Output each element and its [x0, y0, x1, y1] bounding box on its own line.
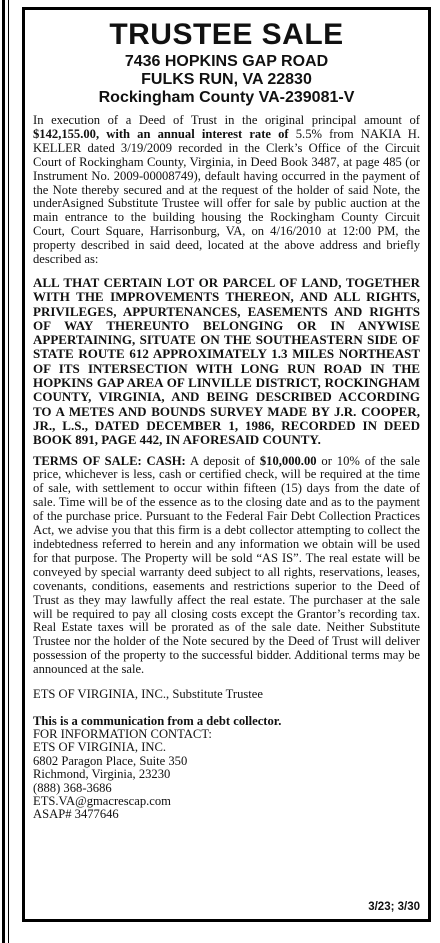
contact-phone: (888) 368-3686: [33, 780, 112, 795]
column-rule-thin: [8, 0, 9, 943]
contact-email: ETS.VA@gmacrescap.com: [33, 794, 171, 809]
interest-rate: 5.5%: [288, 126, 330, 141]
publication-dates: 3/23; 3/30: [368, 901, 420, 913]
legal-description: ALL THAT CERTAIN LOT OR PARCEL OF LAND, TOGETHER WITH THE IMPROVEMENTS THEREON, AND ALL RIGHTS, PRIVILEGES, APPURTENANCES, EASEMENTS AND RIGHTS OF WAY THEREUNTO BELONGING OR IN ANYWISE APPERTAINING, SITUATE ON THE SOUTHEASTERN SIDE OF STATE ROUTE 612 APPROXIMATELY 1.3 MILES NORTHEAST OF ITS INTERSECTION WITH LONG RUN ROAD IN THE HOPKINS GAP AREA OF LINVILLE DISTRICT, ROCKINGHAM COUNTY, VIRGINIA, AND BEING DESCRIBED ACCORDING TO A METES AND BOUNDS SURVEY MADE BY J.R. COOPER, JR., L.S., DATED DECEMBER 1, 1986, RECORDED IN DEED BOOK 891, PAGE 442, IN AFORESAID COUNTY.: [33, 274, 420, 448]
contact-company: ETS OF VIRGINIA, INC.: [33, 740, 167, 755]
terms-text-rest: or 10% of the sale price, whichever is less, cash or certified check, will be required at the time of sale, with settlement to occur within fifteen (15) days from the date of sale. Time will be of the essence as to the closing date and as to the payment of the purchase price. Pursuant to the Federal Fair Debt Collection Practices Act, we advise you that this firm is a debt collector attempting to collect the indebtedness referred to herein and any information we obtain will be used for that purpose. The Property will be sold “AS IS”. The real estate will be conveyed by special warranty deed subject to all rights, reservations, leases, covenants, conditions, easements and restrictions superior to the Deed of Trust as they may lawfully affect the real estate. The purchaser at the sale will be required to pay all closing costs except the Grantor’s recording tax. Real Estate taxes will be prorated as of the sale date. Neither Substitute Trustee nor the holder of the Note secured by the Deed of Trust will deliver possession of the property to the successful bidder. Additional terms may be announced at the sale.: [33, 453, 421, 677]
legal-notice-ad: [22, 7, 431, 922]
contact-street: 6802 Paragon Place, Suite 350: [33, 753, 188, 768]
debt-collector-notice: This is a communication from a debt collector.: [33, 714, 282, 729]
terms-text-start: A deposit of: [185, 453, 260, 468]
intro-text-rest: from NAKIA H. KELLER dated 3/19/2009 recorded in the Clerk’s Office of the Circuit Court of Rockingham County, Virginia, in Deed Book 3487, at page 485 (or Instrument No. 2009-00008749), default having occurred in the payment of the Note thereby secured and at the request of the holder of said Note, the underAsigned Substitute Trustee will offer for sale by public auction at the main entrance to the building housing the Rockingham County Circuit Court, Court Square, Harrisonburg, VA, on 4/16/2010 at 12:00 PM, the property described in said deed, located at the above address and briefly described as:: [33, 126, 421, 267]
intro-text-start: In execution of a Deed of Trust in the original principal amount of: [33, 113, 420, 127]
county-case-number: Rockingham County VA-239081-V: [98, 89, 355, 106]
contact-block: [33, 728, 420, 822]
ad-headline: TRUSTEE SALE: [109, 18, 344, 51]
contact-city: Richmond, Virginia, 23230: [33, 767, 171, 782]
substitute-trustee: ETS OF VIRGINIA, INC., Substitute Trustee: [33, 687, 263, 702]
intro-paragraph: [33, 114, 420, 267]
terms-label: TERMS OF SALE: CASH:: [33, 453, 186, 468]
terms-paragraph: [33, 455, 420, 678]
deposit-amount: $10,000.00: [259, 453, 317, 468]
column-rule: [2, 0, 5, 943]
contact-asap-number: ASAP# 3477646: [33, 807, 119, 822]
principal-amount: $142,155.00, with an annual interest rate of: [33, 126, 289, 141]
property-address-line2: FULKS RUN, VA 22830: [141, 71, 312, 88]
contact-heading: FOR INFORMATION CONTACT:: [33, 727, 212, 742]
property-address-line1: 7436 HOPKINS GAP ROAD: [124, 53, 329, 70]
